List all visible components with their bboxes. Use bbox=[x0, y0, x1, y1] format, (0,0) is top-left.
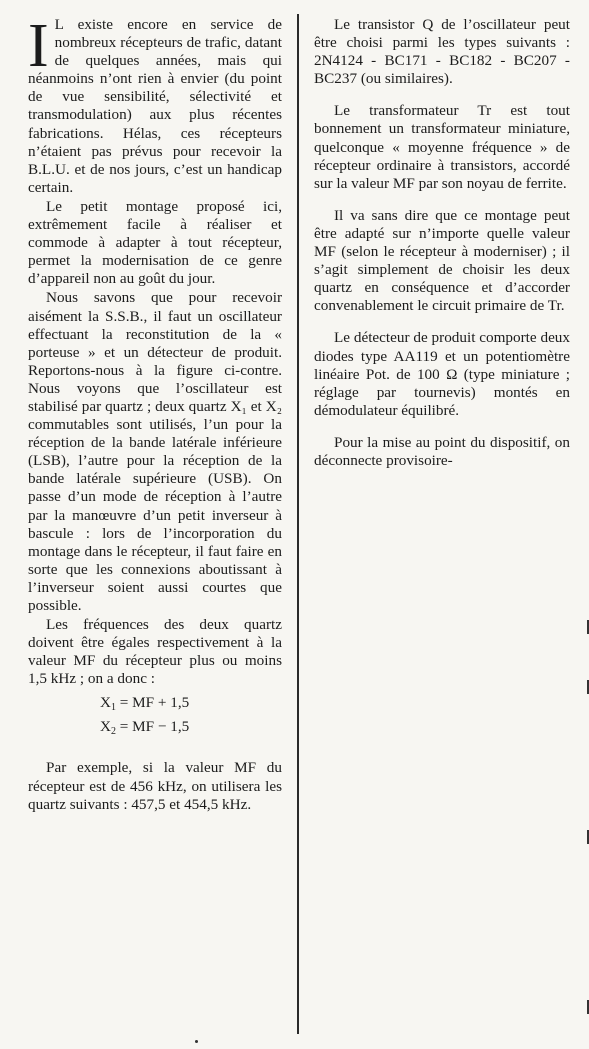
paragraph-montage: Le petit montage proposé ici, extrêmement facile à réaliser et commode à adapter à tout récepteur, permet la modernisation de ce genre d’appareil non au goût du jour. bbox=[28, 197, 282, 288]
quartz-formula bbox=[28, 694, 282, 741]
paragraph-adaptation: Il va sans dire que ce montage peut être adapté sur n’importe quelle valeur MF (selon le récepteur à moderniser) ; il s’agit simplement de choisir les deux quartz en conséquence et d’accorder convenablement le circuit primaire de Tr. bbox=[314, 206, 570, 315]
formula-line-x1: $X_1$ = MF + 1,5 bbox=[100, 694, 190, 714]
paragraph-setup: Pour la mise au point du dispositif, on déconnecte provisoire- bbox=[314, 433, 570, 469]
paragraph-transistor: Le transistor Q de l’oscillateur peut être choisi parmi les types suivants : 2N4124 - BC171 - BC182 - BC207 - BC237 (ou similaires). bbox=[314, 16, 570, 88]
paragraph-frequencies: Les fréquences des deux quartz doivent être égales respectivement à la valeur MF du récepteur plus ou moins 1,5 kHz ; on a donc : bbox=[28, 616, 282, 688]
paragraph-ssb: Nous savons que pour recevoir aisément la S.S.B., il faut un oscillateur effectuant la reconstitution de la « porteuse » et un détecteur de produit. Reportons-nous à la figure ci-contre. Nous voyons que l’oscillateur est stabilisé par quartz ; deux quartz X₁ et X₂ commutables sont utilisés, l’un pour la réception de la bande latérale inférieure (LSB), l’autre pour la réception de la bande latérale supérieure (USB). On passe d’un mode de réception à l’autre par la manœuvre d’un petit inverseur à bascule : lors de l’incorporation du montage dans le récepteur, il faut faire en sorte que les connexions aboutissant à l’inverseur soient aussi courtes que possible. bbox=[28, 289, 282, 614]
drop-cap: I bbox=[28, 12, 49, 80]
right-column bbox=[314, 16, 570, 484]
formula-line-x2: $X_2$ = MF − 1,5 bbox=[100, 717, 190, 737]
paragraph-detector: Le détecteur de produit comporte deux diodes type AA119 et un potentiomètre linéaire Pot. de 100 Ω (type miniature ; réglage par tournevis) montés en démodulateur équilibré. bbox=[314, 329, 570, 419]
page-dot bbox=[195, 1040, 198, 1043]
paragraph-transformer: Le transformateur Tr est tout bonnement un transformateur miniature, quelconque « moyenne fréquence » de récepteur ordinaire à transistors, accordé sur la valeur MF par son noyau de ferrite. bbox=[314, 102, 570, 192]
column-divider bbox=[297, 14, 299, 1034]
intro-paragraph bbox=[28, 12, 282, 197]
paragraph-example: Par exemple, si la valeur MF du récepteur est de 456 kHz, on utilisera les quartz suivants : 457,5 et 454,5 kHz. bbox=[28, 759, 282, 813]
intro-text: L existe encore en service de nombreux récepteurs de trafic, datant de quelques années, mais qui néanmoins n’ont rien à envier (du point de vue sensibilité, sélectivité et transmodulation) aux plus récentes fabrications. Hélas, ces récepteurs n’étaient pas prévus pour recevoir la B.L.U. et de nos jours, c’est un handicap certain. bbox=[28, 16, 282, 196]
left-column bbox=[28, 12, 282, 815]
